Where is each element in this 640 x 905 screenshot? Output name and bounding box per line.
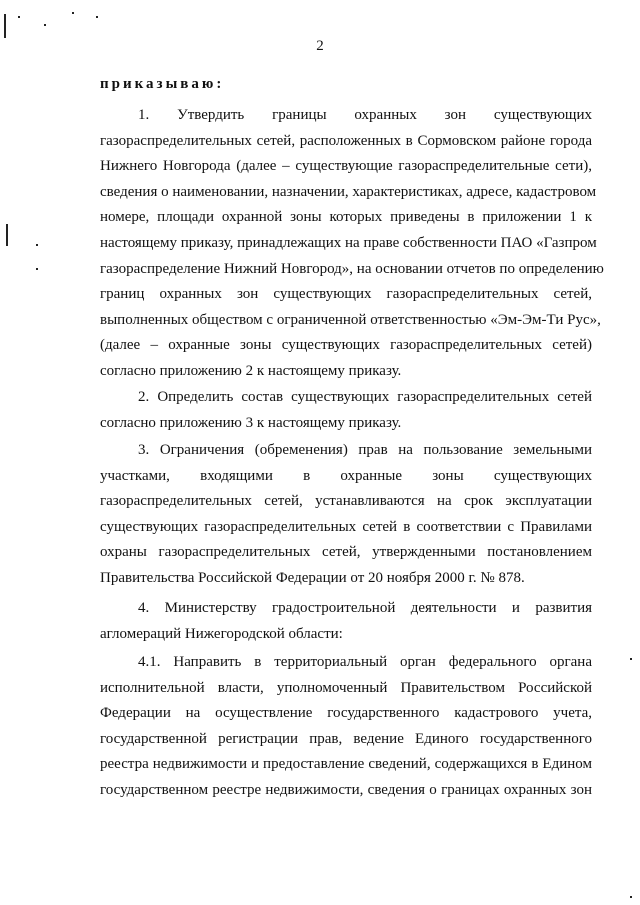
paragraph-line: (далее – охранные зоны существующих газораспределительных сетей) xyxy=(100,337,592,354)
paragraph-line: Федерации на осуществление государственного кадастрового учета, xyxy=(100,705,592,722)
paragraph-line: газораспределительных сетей, расположенных в Сормовском районе города xyxy=(100,132,592,149)
paragraph-2 xyxy=(100,385,592,436)
paragraph-line: Правительства Российской Федерации от 20 ноября 2000 г. № 878. xyxy=(100,569,525,586)
paragraph-line: существующих газораспределительных сетей в соответствии с Правилами xyxy=(100,518,592,535)
paragraph-line: сведения о наименовании, назначении, характеристиках, адресе, кадастровом xyxy=(100,183,597,200)
paragraph-line: участками, входящими в охранные зоны существующих xyxy=(100,467,592,484)
paragraph-line: реестра недвижимости и предоставление сведений, содержащихся в Едином xyxy=(100,756,592,773)
scan-dot-4 xyxy=(96,16,98,18)
paragraph-line: 3. Ограничения (обременения) прав на пользование земельными xyxy=(138,442,592,458)
scan-dot-2 xyxy=(44,24,46,26)
paragraph-line: государственной регистрации прав, ведение Единого государственного xyxy=(100,730,592,747)
paragraph-line: исполнительной власти, уполномоченный Правительством Российской xyxy=(100,679,592,696)
scan-dot-6 xyxy=(36,268,38,270)
paragraph-line: номере, площади охранной зоны которых приведены в приложении 1 к xyxy=(100,209,592,226)
paragraph-line: агломераций Нижегородской области: xyxy=(100,625,343,642)
paragraph-line: настоящему приказу, принадлежащих на праве собственности ПАО «Газпром xyxy=(100,234,597,251)
paragraph-line: 4.1. Направить в территориальный орган федерального органа xyxy=(138,654,592,670)
paragraph-line: Нижнего Новгорода (далее – существующие газораспределительные сети), xyxy=(100,158,592,175)
scan-dot-1 xyxy=(18,16,20,18)
paragraph-line: выполненных обществом с ограниченной ответственностью «Эм-Эм-Ти Рус», xyxy=(100,311,601,328)
paragraph-line: согласно приложению 3 к настоящему приказу. xyxy=(100,414,402,431)
paragraph-line: государственном реестре недвижимости, сведения о границах охранных зон xyxy=(100,781,592,798)
paragraph-5 xyxy=(100,650,592,804)
page-number: 2 xyxy=(316,38,324,54)
scan-mark-mid-left xyxy=(6,224,8,246)
order-heading: приказываю: xyxy=(100,76,225,92)
paragraph-1 xyxy=(100,103,604,385)
paragraph-line: 4. Министерству градостроительной деятельности и развития xyxy=(138,600,592,616)
paragraph-line: охраны газораспределительных сетей, утвержденными постановлением xyxy=(100,544,592,561)
scan-dot-8 xyxy=(630,896,632,898)
paragraph-line: границ охранных зон существующих газораспределительных сетей, xyxy=(100,286,592,303)
paragraph-line: согласно приложению 2 к настоящему приказу. xyxy=(100,362,402,379)
scan-dot-3 xyxy=(72,12,74,14)
scan-dot-5 xyxy=(36,244,38,246)
scan-mark-top-left xyxy=(4,14,6,38)
paragraph-line: газораспределение Нижний Новгород», на основании отчетов по определению xyxy=(100,260,604,277)
paragraph-line: 1. Утвердить границы охранных зон существующих xyxy=(138,107,592,123)
paragraph-3 xyxy=(100,438,592,592)
scan-dot-7 xyxy=(630,658,632,660)
paragraph-line: 2. Определить состав существующих газораспределительных сетей xyxy=(138,389,592,405)
paragraph-line: газораспределительных сетей, устанавливаются на срок эксплуатации xyxy=(100,493,592,510)
paragraph-4 xyxy=(100,596,592,647)
